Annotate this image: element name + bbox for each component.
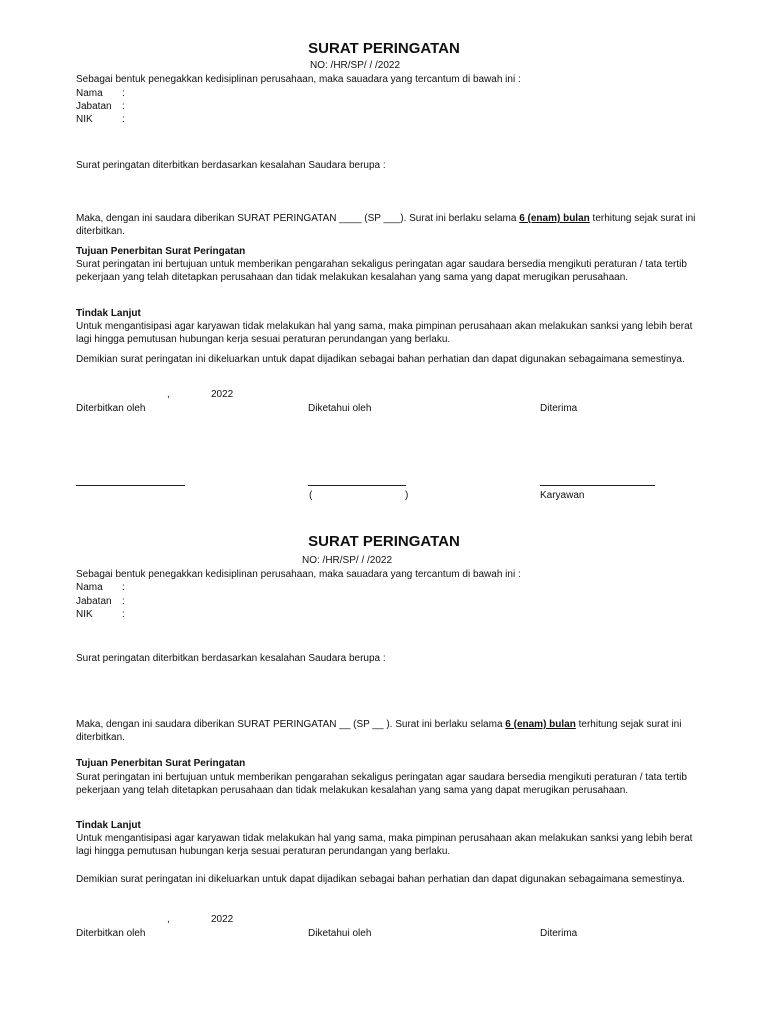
employee-label: Karyawan [540, 490, 585, 501]
purpose-text: Surat peringatan ini bertujuan untuk memberikan pengarahan sekaligus peringatan agar saudara bersedia mengikuti peraturan / tata tertib pekerjaan yang telah ditetapkan perusahaan dan tidak melakukan kesalahan yang sama yang dapat merugikan perusahaan. [76, 259, 687, 283]
field-colon-jabatan: : [122, 596, 125, 607]
paren-close: ) [405, 490, 409, 501]
validity-period: 6 (enam) bulan [505, 719, 576, 730]
date-year: 2022 [211, 389, 234, 400]
signature-known-label: Diketahui oleh [308, 403, 372, 414]
signature-known-label: Diketahui oleh [308, 928, 372, 939]
date-year: 2022 [211, 914, 234, 925]
field-label-jabatan: Jabatan [76, 596, 112, 607]
basis-text: Surat peringatan diterbitkan berdasarkan kesalahan Saudara berupa : [76, 160, 386, 171]
closing-text: Demikian surat peringatan ini dikeluarkan untuk dapat dijadikan sebagai bahan perhatian dan dapat digunakan sebagaimana semestinya. [76, 354, 685, 365]
field-label-nik: NIK [76, 609, 93, 620]
field-colon-nama: : [122, 88, 125, 99]
intro-text: Sebagai bentuk penegakkan kedisiplinan perusahaan, maka sauadara yang tercantum di bawah ini : [76, 569, 521, 580]
intro-text: Sebagai bentuk penegakkan kedisiplinan perusahaan, maka sauadara yang tercantum di bawah ini : [76, 74, 521, 85]
followup-heading: Tindak Lanjut [76, 820, 141, 831]
basis-text: Surat peringatan diterbitkan berdasarkan kesalahan Saudara berupa : [76, 653, 386, 664]
followup-text: Untuk mengantisipasi agar karyawan tidak melakukan hal yang sama, maka pimpinan perusahaan akan melakukan sanksi yang lebih berat lagi hingga pemutusan hubungan kerja sesuai peraturan perundangan yang berlaku. [76, 321, 693, 345]
date-comma: , [167, 389, 170, 400]
purpose-heading: Tujuan Penerbitan Surat Peringatan [76, 758, 246, 769]
letter-number: NO: /HR/SP/ / /2022 [302, 555, 393, 566]
letter-title: SURAT PERINGATAN [308, 533, 460, 550]
field-colon-nik: : [122, 114, 125, 125]
signature-received-label: Diterima [540, 928, 578, 939]
followup-text: Untuk mengantisipasi agar karyawan tidak melakukan hal yang sama, maka pimpinan perusahaan akan melakukan sanksi yang lebih berat lagi hingga pemutusan hubungan kerja sesuai peraturan perundangan yang berlaku. [76, 833, 693, 857]
signature-issued-label: Diterbitkan oleh [76, 403, 146, 414]
statement-text: Maka, dengan ini saudara diberikan SURAT PERINGATAN __ (SP __ ). Surat ini berlaku selama 6 (enam) bulan terhitung sejak surat ini diterbitkan. [76, 719, 682, 743]
purpose-heading: Tujuan Penerbitan Surat Peringatan [76, 246, 246, 257]
purpose-text: Surat peringatan ini bertujuan untuk memberikan pengarahan sekaligus peringatan agar saudara bersedia mengikuti peraturan / tata tertib pekerjaan yang telah ditetapkan perusahaan dan tidak melakukan kesalahan yang sama yang dapat merugikan perusahaan. [76, 772, 687, 796]
letter-title: SURAT PERINGATAN [308, 40, 460, 57]
field-colon-nik: : [122, 609, 125, 620]
field-label-jabatan: Jabatan [76, 101, 112, 112]
field-label-nama: Nama [76, 88, 103, 99]
paren-open: ( [309, 490, 313, 501]
statement-text: Maka, dengan ini saudara diberikan SURAT PERINGATAN ____ (SP ___). Surat ini berlaku selama 6 (enam) bulan terhitung sejak surat ini diterbitkan. [76, 213, 696, 237]
signature-issued-label: Diterbitkan oleh [76, 928, 146, 939]
field-colon-jabatan: : [122, 101, 125, 112]
date-comma: , [167, 914, 170, 925]
field-label-nik: NIK [76, 114, 93, 125]
closing-text: Demikian surat peringatan ini dikeluarkan untuk dapat dijadikan sebagai bahan perhatian dan dapat digunakan sebagaimana semestinya. [76, 874, 685, 885]
letter-number: NO: /HR/SP/ / /2022 [310, 60, 401, 71]
field-colon-nama: : [122, 582, 125, 593]
validity-period: 6 (enam) bulan [519, 213, 590, 224]
followup-heading: Tindak Lanjut [76, 308, 141, 319]
signature-received-label: Diterima [540, 403, 578, 414]
field-label-nama: Nama [76, 582, 103, 593]
